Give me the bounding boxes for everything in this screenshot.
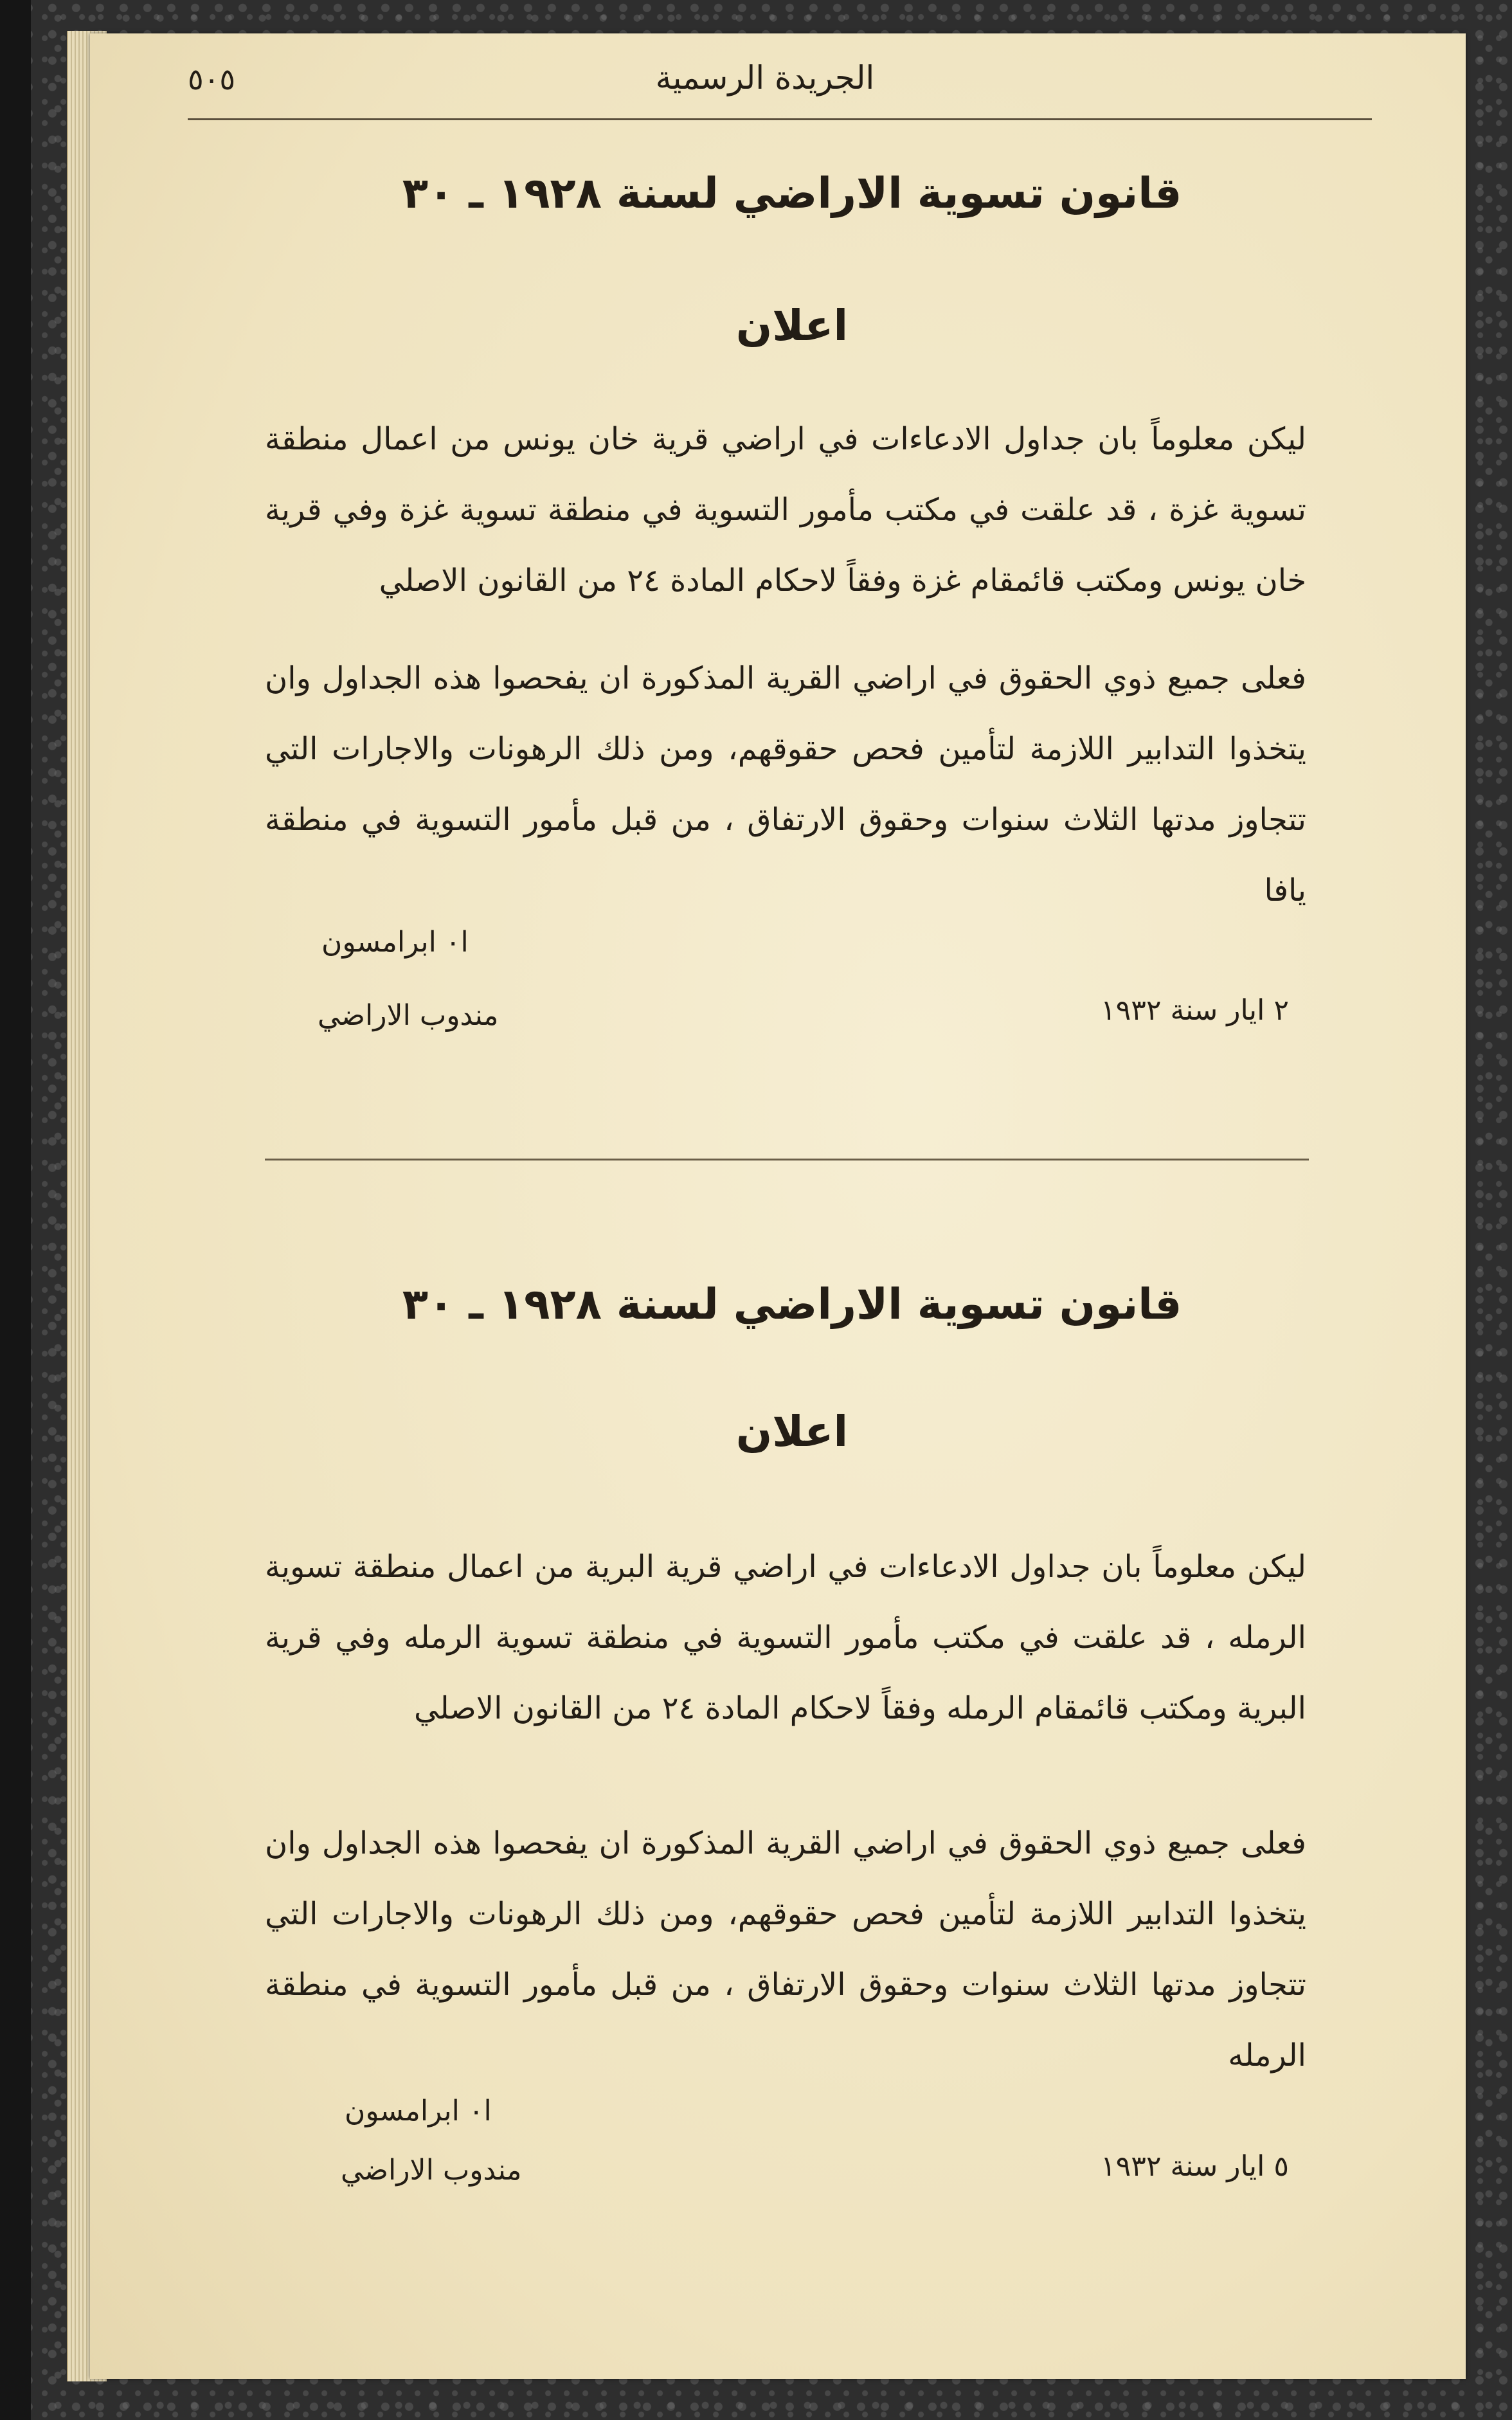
notice-1-subtitle: اعلان [735, 301, 849, 350]
notice-2-date: ٥ ايار سنة ١٩٣٢ [1101, 2150, 1289, 2183]
notice-1-paragraph-1: ليكن معلوماً بان جداول الادعاءات في اراضي قرية خان يونس من اعمال منطقة تسوية غزة ، قد علقت في مكتب مأمور التسوية في منطقة تسوية غزة وفي قرية خان يونس ومكتب قائمقام غزة وفقاً لاحكام المادة ٢٤ من القانون الاصلي [265, 421, 1306, 599]
gazette-header-title: الجريدة الرسمية [655, 59, 875, 96]
notice-2-subtitle: اعلان [735, 1407, 849, 1456]
notice-1-date: ٢ ايار سنة ١٩٣٢ [1101, 994, 1289, 1027]
notice-2-signature-role: مندوب الاراضي [341, 2154, 522, 2187]
header-rule [188, 118, 1372, 120]
page-number: ٥٠٥ [188, 62, 236, 96]
book-spine-edge [0, 0, 31, 2420]
notice-1-signature-role: مندوب الاراضي [318, 999, 499, 1032]
notice-1-paragraph-2: فعلى جميع ذوي الحقوق في اراضي القرية المذكورة ان يفحصوا هذه الجداول وان يتخذوا التدابير اللازمة لتأمين فحص حقوقهم، ومن ذلك الرهونات والاجارات التي تتجاوز مدتها الثلاث سنوات وحقوق الارتفاق ، من قبل مأمور التسوية في منطقة يافا [265, 660, 1306, 908]
notice-2-paragraph-1: ليكن معلوماً بان جداول الادعاءات في اراضي قرية البرية من اعمال منطقة تسوية الرمله ، قد علقت في مكتب مأمور التسوية في منطقة تسوية الرمله وفي قرية البرية ومكتب قائمقام الرمله وفقاً لاحكام المادة ٢٤ من القانون الاصلي [265, 1549, 1306, 1726]
notice-2-paragraph-2: فعلى جميع ذوي الحقوق في اراضي القرية المذكورة ان يفحصوا هذه الجداول وان يتخذوا التدابير اللازمة لتأمين فحص حقوقهم، ومن ذلك الرهونات والاجارات التي تتجاوز مدتها الثلاث سنوات وحقوق الارتفاق ، من قبل مأمور التسوية في منطقة الرمله [265, 1825, 1306, 2073]
notice-2-title: قانون تسوية الاراضي لسنة ١٩٢٨ ـ ٣٠ [402, 1279, 1182, 1329]
notice-1-title: قانون تسوية الاراضي لسنة ١٩٢٨ ـ ٣٠ [402, 168, 1182, 218]
notice-divider [265, 1159, 1309, 1160]
notice-1-signature-name: ا٠ ابرامسون [321, 926, 469, 959]
notice-2-signature-name: ا٠ ابرامسون [345, 2095, 492, 2127]
